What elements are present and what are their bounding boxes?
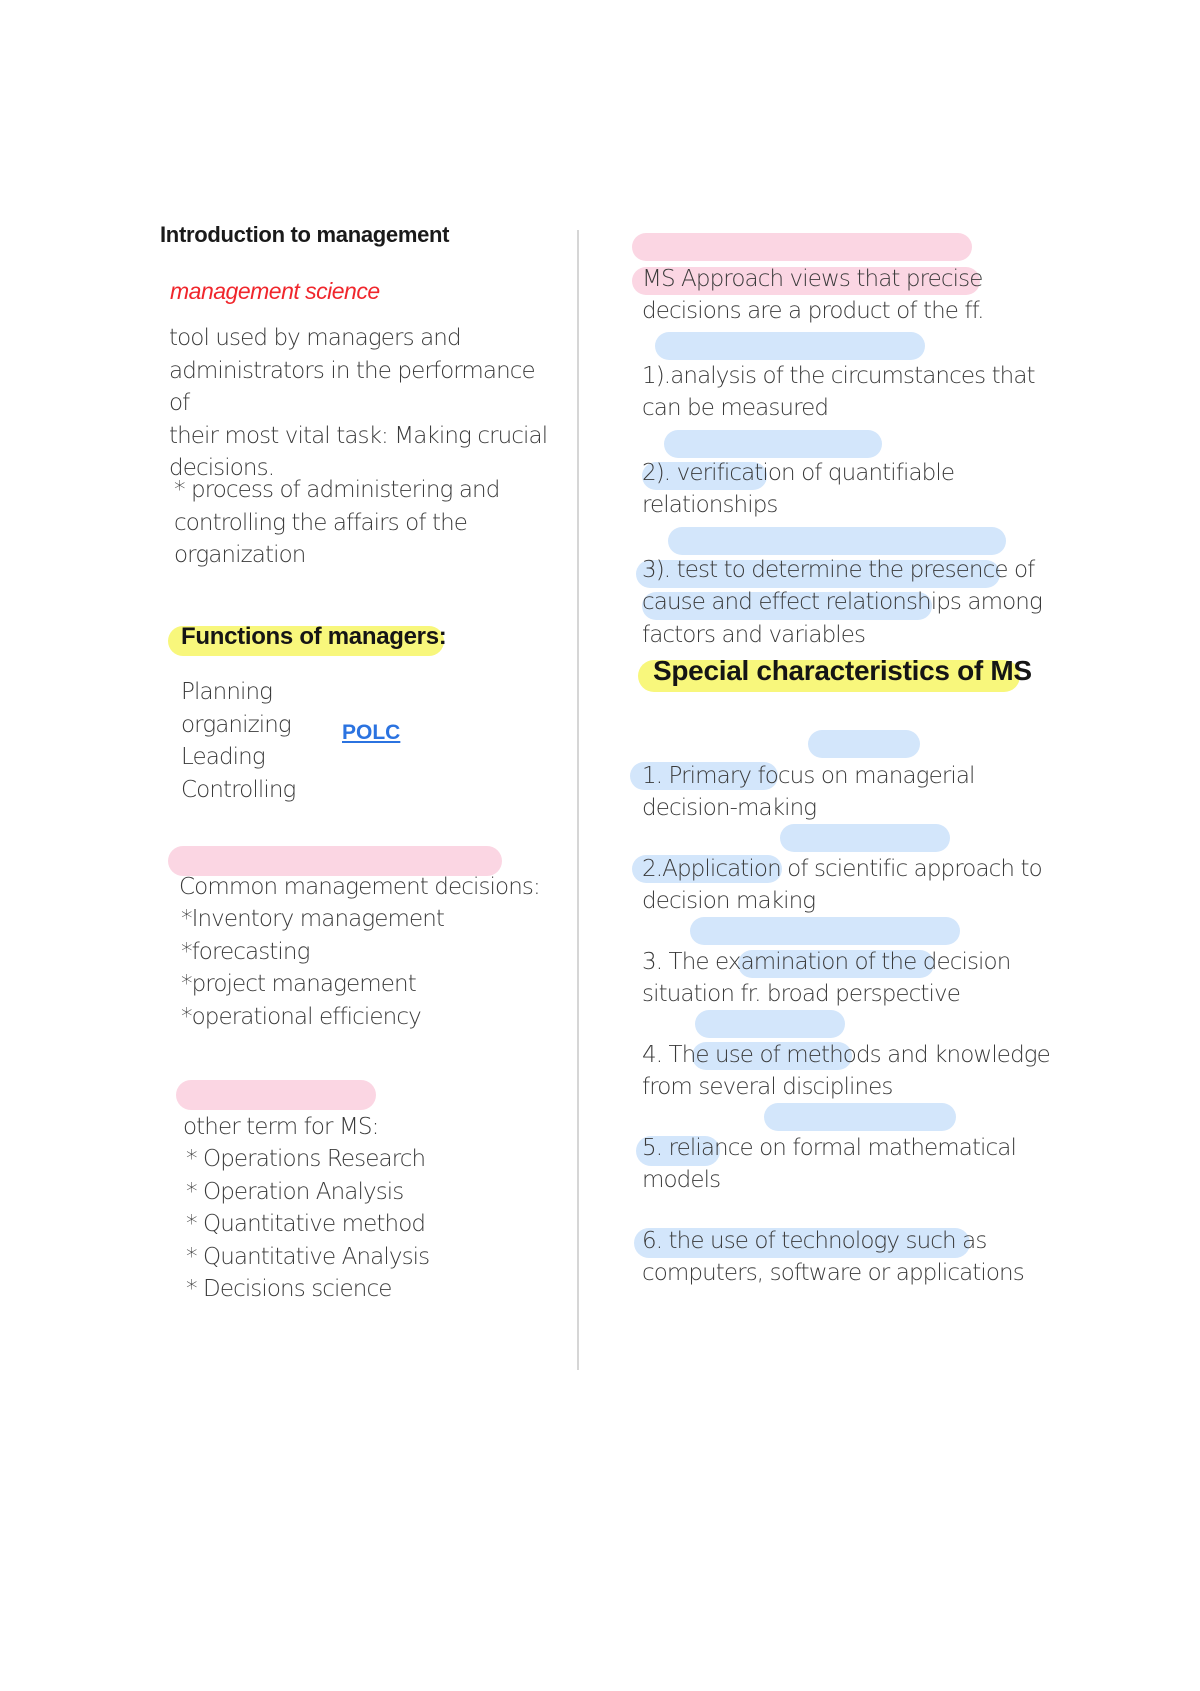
column-divider (577, 230, 579, 1370)
page-title: Introduction to management (160, 222, 450, 247)
list-item: *project management (181, 971, 416, 997)
approach-item: 1).analysis of the circumstances that can be measured (642, 362, 1035, 421)
list-item: organizing (181, 711, 291, 738)
list-item: Planning (181, 679, 273, 705)
approach-item: 2). verification of quantifiable relationships (642, 459, 955, 518)
special-characteristics-heading: Special characteristics of MS (653, 655, 1032, 686)
other-terms-heading: other term for MS: (183, 1113, 379, 1140)
characteristic-item: 1. Primary focus on managerial decision-making (642, 762, 975, 821)
section-subtitle: management science (170, 278, 380, 304)
characteristic-item: 6. the use of technology such as computers, software or applications (642, 1227, 1024, 1286)
list-item: * Quantitative Analysis (186, 1243, 430, 1270)
decisions-list (181, 903, 444, 1033)
list-item: * Operations Research (186, 1146, 426, 1172)
list-item: * Quantitative method (186, 1211, 426, 1237)
decisions-heading: Common management decisions: (179, 873, 540, 900)
list-item: * Operation Analysis (186, 1178, 404, 1205)
other-terms-list (186, 1143, 429, 1306)
functions-heading: Functions of managers: (181, 623, 447, 650)
list-item: *operational efficiency (181, 1003, 421, 1030)
list-item: Controlling (181, 776, 296, 803)
characteristic-item: 2.Application of scientific approach to decision making (642, 855, 1042, 914)
list-item: * Decisions science (186, 1276, 392, 1302)
definition-text: tool used by managers and administrators in the performance of their most vital task: Making crucial decisions. (169, 325, 548, 481)
functions-list (181, 676, 295, 806)
characteristic-item: 3. The examination of the decision situation fr. broad perspective (642, 948, 1011, 1007)
list-item: *forecasting (181, 938, 310, 965)
approach-text: MS Approach views that precise decisions are a product of the ff. (642, 265, 984, 324)
definition-process-text: * process of administering and controlling the affairs of the organization (174, 477, 500, 568)
approach-item: 3). test to determine the presence of cause and effect relationships among factors and variables (642, 556, 1042, 648)
characteristic-item: 4. The use of methods and knowledge from several disciplines (642, 1041, 1050, 1100)
list-item: Leading (181, 744, 265, 770)
characteristic-item: 5. reliance on formal mathematical models (642, 1134, 1016, 1193)
polc-link[interactable]: POLC (342, 721, 401, 744)
list-item: *Inventory management (181, 906, 445, 932)
